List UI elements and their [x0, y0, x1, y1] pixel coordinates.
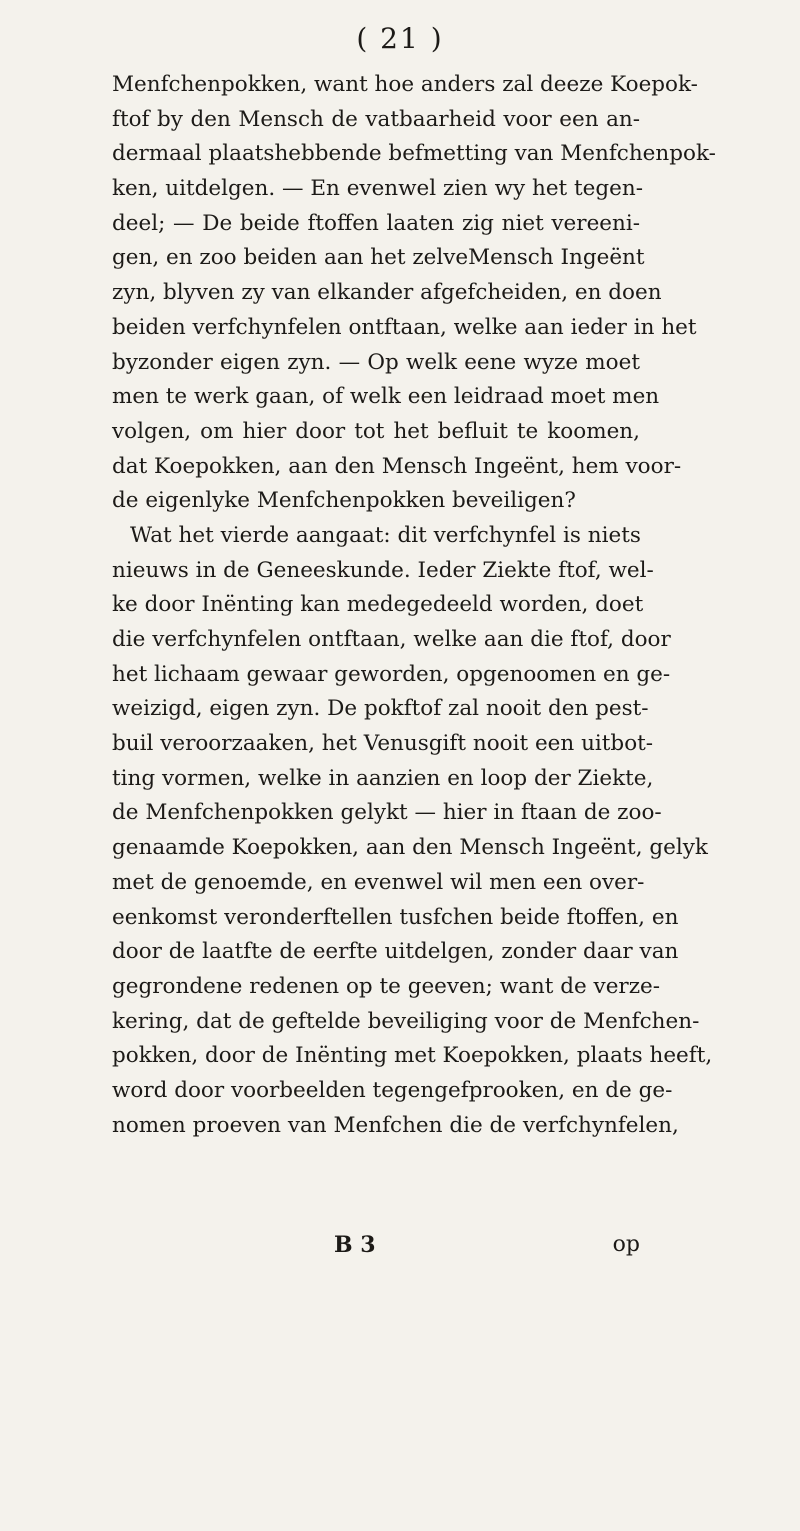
text-line: nomen proeven van Menfchen die de verfchynfelen,	[112, 1112, 679, 1138]
text-line: pokken, door de Inënting met Koepokken, plaats heeft,	[112, 1043, 713, 1069]
text-line: ftof by den Mensch de vatbaarheid voor een an-	[112, 106, 640, 132]
text-line: word door voorbeelden tegengefprooken, en de ge-	[112, 1077, 673, 1103]
text-line: buil veroorzaaken, het Venusgift nooit een uitbot-	[112, 731, 654, 757]
text-line: dermaal plaatshebbende befmetting van Menfchenpok-	[112, 141, 716, 167]
text-line: de eigenlyke Menfchenpokken beveiligen?	[112, 488, 576, 514]
text-line: gegrondene redenen op te geeven; want de verze-	[112, 973, 661, 999]
text-line: men te werk gaan, of welk een leidraad moet men	[112, 384, 660, 410]
text-line: kering, dat de geftelde beveiliging voor de Menfchen-	[112, 1008, 700, 1034]
text-line: zyn, blyven zy van elkander afgefcheiden, en doen	[112, 280, 662, 306]
text-line: dat Koepokken, aan den Mensch Ingeënt, hem voor-	[112, 453, 682, 479]
signature-mark: B 3	[334, 1232, 376, 1258]
text-line: ken, uitdelgen. — En evenwel zien wy het tegen-	[112, 176, 643, 202]
text-line: weizigd, eigen zyn. De pokftof zal nooit den pest-	[112, 696, 649, 722]
text-line: deel; — De beide ftoffen laaten zig niet vereeni-	[112, 210, 640, 236]
text-line: genaamde Koepokken, aan den Mensch Ingeënt, gelyk	[112, 835, 708, 861]
text-line: die verfchynfelen ontftaan, welke aan die ftof, door	[112, 627, 671, 652]
text-line: Wat het vierde aangaat: dit verfchynfel is niets	[130, 522, 641, 548]
text-line: Menfchenpokken, want hoe anders zal deeze Koepok-	[112, 72, 698, 97]
text-line: volgen, om hier door tot het befluit te koomen,	[112, 418, 640, 444]
body-text	[112, 68, 716, 1143]
text-line: door de laatfte de eerfte uitdelgen, zonder daar van	[112, 939, 679, 965]
text-line: het lichaam gewaar geworden, opgenoomen en ge-	[112, 661, 671, 687]
text-line: beiden verfchynfelen ontftaan, welke aan ieder in het	[112, 314, 697, 340]
text-line: eenkomst veronderftellen tusfchen beide ftoffen, en	[112, 904, 679, 930]
text-line: gen, en zoo beiden aan het zelveMensch Ingeënt	[112, 245, 645, 271]
page-footer	[112, 1232, 640, 1266]
page-number: ( 21 )	[356, 22, 444, 55]
text-line: ke door Inënting kan medegedeeld worden, doet	[112, 592, 644, 618]
catchword: op	[612, 1232, 640, 1257]
text-line: de Menfchenpokken gelykt — hier in ftaan de zoo-	[112, 800, 662, 826]
text-line: ting vormen, welke in aanzien en loop der Ziekte,	[112, 765, 654, 791]
text-line: nieuws in de Geneeskunde. Ieder Ziekte ftof, wel-	[112, 557, 654, 583]
text-line: met de genoemde, en evenwel wil men een over-	[112, 869, 645, 895]
text-line: byzonder eigen zyn. — Op welk eene wyze moet	[112, 349, 640, 375]
